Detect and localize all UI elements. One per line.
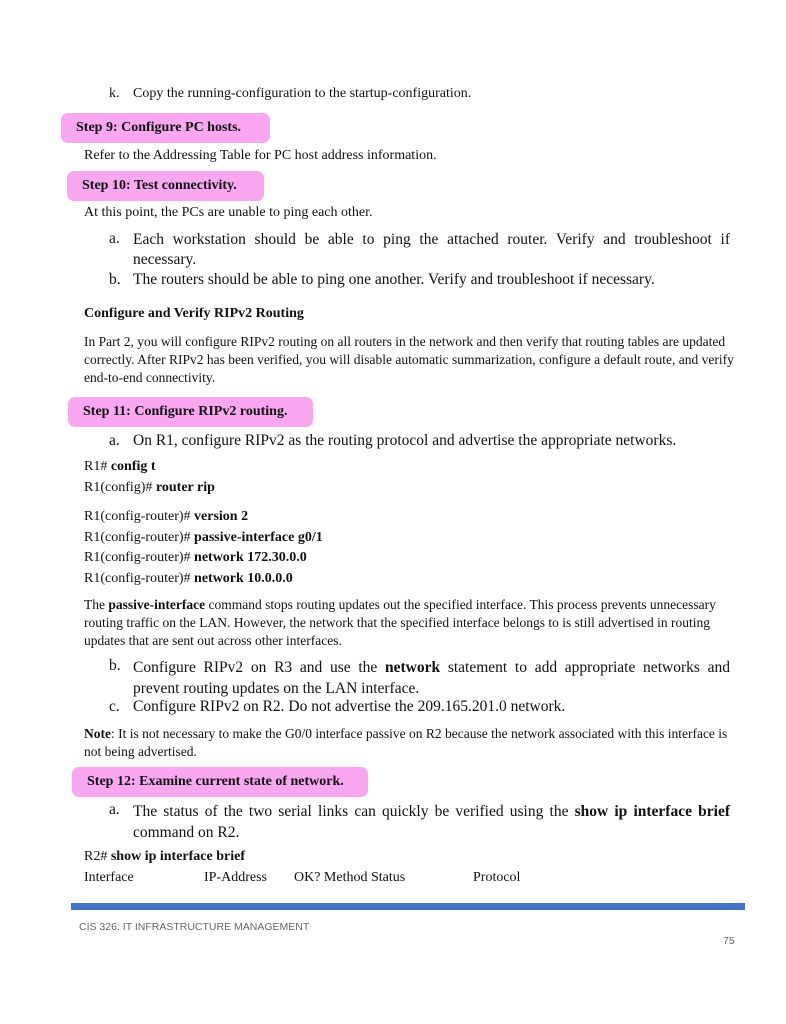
step-k-marker: k. [109, 86, 120, 101]
step-10-item-a-marker: a. [109, 230, 120, 247]
table-header-protocol: Protocol [473, 870, 521, 885]
step-11-item-c-marker: c. [109, 698, 120, 715]
step-k-text: Copy the running-configuration to the startup-configuration. [133, 86, 472, 101]
step-10-item-b-text: The routers should be able to ping one another. Verify and troubleshoot if necessary. [133, 271, 655, 288]
step-11-item-b-text: Configure RIPv2 on R3 and use the network statement to add appropriate networks and prevent routing updates on the LAN interface. [133, 659, 730, 697]
step-12-item-a-marker: a. [109, 801, 120, 818]
command-line: R2# show ip interface brief [84, 849, 245, 864]
step-12-item-a-text: The status of the two serial links can quickly be verified using the show ip interface brief command on R2. [133, 803, 730, 841]
part-2-title: Configure and Verify RIPv2 Routing [84, 306, 304, 321]
step-11-item-a-marker: a. [109, 432, 120, 449]
command-line: R1(config)# router rip [84, 480, 215, 495]
step-10-item-b-marker: b. [109, 271, 121, 288]
step-12-heading: Step 12: Examine current state of network. [72, 767, 368, 797]
step-11-heading: Step 11: Configure RIPv2 routing. [68, 397, 313, 427]
command-line: R1# config t [84, 459, 156, 474]
step-9-body: Refer to the Addressing Table for PC host address information. [84, 148, 437, 163]
part-2-body: In Part 2, you will configure RIPv2 routing on all routers in the network and then verify that routing tables are updated correctly. After RIPv2 has been verified, you will disable automatic summarization, configure a default route, and verify end-to-end connectivity. [84, 334, 734, 385]
step-10-item-a-text: Each workstation should be able to ping the attached router. Verify and troubleshoot if necessary. [133, 231, 730, 268]
step-9-heading: Step 9: Configure PC hosts. [61, 113, 270, 143]
table-header-interface: Interface [84, 870, 134, 885]
step-11-item-c-text: Configure RIPv2 on R2. Do not advertise the 209.165.201.0 network. [133, 698, 566, 715]
note-paragraph: Note: It is not necessary to make the G0/0 interface passive on R2 because the network associated with this interface is not being advertised. [84, 726, 728, 759]
footer-rule [71, 903, 745, 910]
step-10-heading: Step 10: Test connectivity. [67, 171, 264, 201]
command-line: R1(config-router)# network 10.0.0.0 [84, 571, 293, 586]
step-11-item-a-text: On R1, configure RIPv2 as the routing protocol and advertise the appropriate networks. [133, 432, 677, 449]
table-header-ok-method-status: OK? Method Status [294, 870, 406, 885]
passive-interface-note: The passive-interface command stops routing updates out the specified interface. This process prevents unnecessary routing traffic on the LAN. However, the network that the specified interface belongs to is still advertised in routing updates that are sent out across other interfaces. [84, 597, 716, 648]
command-line: R1(config-router)# passive-interface g0/1 [84, 530, 323, 545]
table-header-ip-address: IP-Address [204, 870, 267, 885]
footer-course: CIS 326: IT INFRASTRUCTURE MANAGEMENT [79, 921, 310, 933]
command-line: R1(config-router)# network 172.30.0.0 [84, 550, 307, 565]
command-line: R1(config-router)# version 2 [84, 509, 249, 524]
step-11-item-b-marker: b. [109, 657, 121, 674]
step-10-body: At this point, the PCs are unable to ping each other. [84, 205, 373, 220]
page-number: 75 [723, 935, 735, 947]
